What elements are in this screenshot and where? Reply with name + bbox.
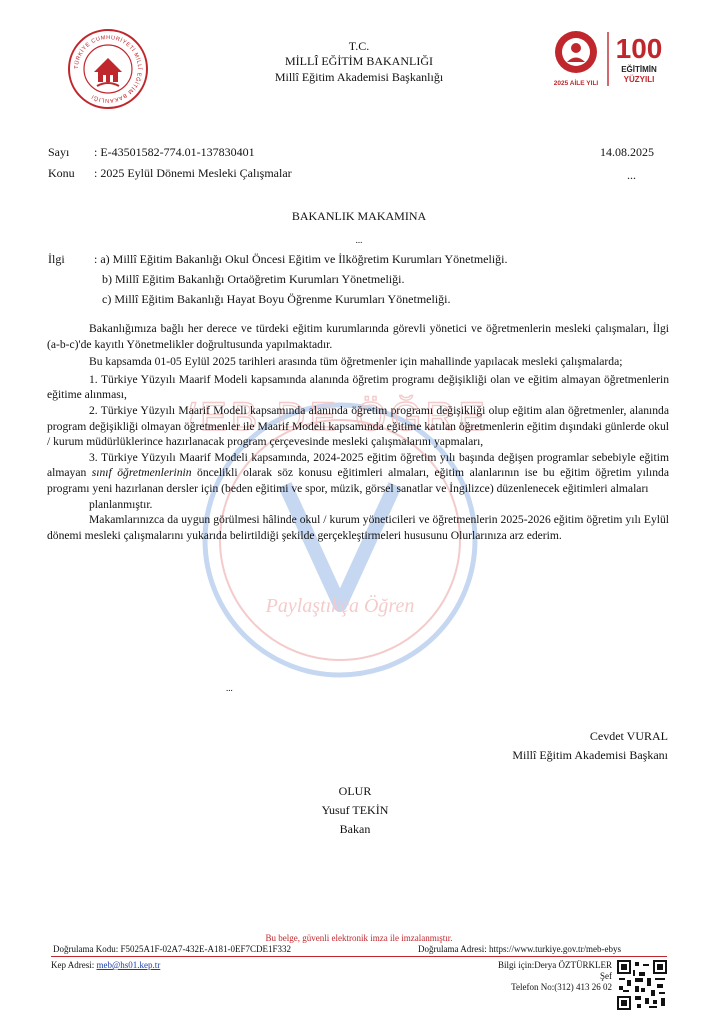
list-item-3-tail: planlanmıştır.	[89, 497, 153, 511]
list-item-3-italic: sınıf öğretmenlerinin	[91, 466, 192, 480]
right-logos	[553, 28, 669, 90]
approver-title: Bakan	[339, 822, 371, 836]
seal-ring-text: TÜRKİYE CUMHURİYETİ MİLLÎ EĞİTİM BAKANLIĞI	[73, 34, 143, 104]
list-item-2: 2. Türkiye Yüzyılı Maarif Modeli kapsamında alanında öğretim programı değişikliği olup eğitim alan öğretmenler, alanında program değişikliği olmayan öğretmenler ile Maarif Modeli kapsamında eğitime katılan öğretmenlerin eğitim dışındaki günlerde okul / kurum müdürlüklerince hazırlanacak program çerçevesinde mesleki çalışmalarını yapmaları,	[47, 403, 669, 449]
header-republic: T.C.	[348, 39, 370, 53]
body-dots: ...	[226, 683, 233, 693]
addressee-dots: ...	[355, 235, 363, 245]
signature-block	[512, 727, 668, 765]
list-item-3-part-a: 3. Türkiye Yüzyılı Maarif Modeli kapsamında, 2024-2025 eğitim öğretim yılı başında değişen programlar sebebiyle eğitim almayan	[47, 450, 669, 480]
addressee: BAKANLIK MAKAMINA	[291, 209, 427, 223]
konu-value: : 2025 Eylül Dönemi Mesleki Çalışmalar	[94, 166, 292, 180]
contact-phone: Telefon No:(312) 413 26 02	[511, 982, 612, 992]
ilgi-label: İlgi	[48, 252, 65, 266]
watermark-sub-text: Paylaştıkça Öğren	[265, 595, 415, 617]
list-item-1: 1. Türkiye Yüzyılı Maarif Modeli kapsamında alanında öğretim programı değişikliği olan ve eğitim almayan öğretmenlerin eğitime alınması,	[47, 372, 669, 402]
signer-name: Cevdet VURAL	[589, 729, 668, 743]
century-number: 100	[615, 33, 663, 64]
list-item-3-part-b: öncelikli olarak söz konusu eğitimleri almaları, eğitim alanlarının ise bu eğitim öğretim yılında programı yeni hazırlanan dersler için (beden eğitimi ve spor, müzik, görsel sanatlar ve İngilizce) düzenlenecek eğitimleri almaları	[47, 466, 669, 495]
approval-block	[280, 782, 430, 839]
list-item-3	[47, 450, 669, 497]
aile-yili-icon	[553, 28, 669, 90]
header-academy: Millî Eğitim Akademisi Başkanlığı	[274, 70, 444, 84]
verification-code: Doğrulama Kodu: F5025A1F-02A7-432E-A181-0EF7CDE1F332	[53, 944, 291, 954]
kep-address	[51, 960, 160, 971]
ilgi-c: c) Millî Eğitim Bakanlığı Hayat Boyu Öğrenme Kurumları Yönetmeliği.	[102, 292, 451, 306]
contact-name: Bilgi için:Derya ÖZTÜRKLER	[498, 960, 612, 970]
approver-name: Yusuf TEKİN	[321, 803, 389, 817]
signer-title: Millî Eğitim Akademisi Başkanı	[512, 748, 668, 762]
family-year-text: 2025 AİLE YILI	[553, 80, 599, 87]
contact-info	[498, 960, 612, 993]
e-signature-note: Bu belge, güvenli elektronik imza ile imzalanmıştır.	[265, 933, 453, 943]
kep-link[interactable]: meb@hs01.kep.tr	[96, 960, 161, 970]
verification-address: Doğrulama Adresi: https://www.turkiye.gov.tr/meb-ebys	[418, 944, 622, 954]
contact-title: Şef	[600, 971, 612, 981]
header-ministry: MİLLÎ EĞİTİM BAKANLIĞI	[285, 54, 433, 68]
konu-label: Konu	[48, 166, 75, 180]
century-line2: YÜZYILI	[623, 75, 655, 84]
qr-code-icon	[617, 960, 667, 1010]
sayi-value: : E-43501582-774.01-137830401	[94, 145, 255, 159]
paragraph-2: Bu kapsamda 01-05 Eylül 2025 tarihleri arasında tüm öğretmenler için mahallinde yapılacak mesleki çalışmalarda;	[89, 355, 623, 369]
footer-divider	[51, 956, 667, 957]
document-date: 14.08.2025	[600, 145, 654, 159]
ilgi-a: : a) Millî Eğitim Bakanlığı Okul Öncesi Eğitim ve İlköğretim Kurumları Yönetmeliği.	[94, 252, 508, 266]
ilgi-b: b) Millî Eğitim Bakanlığı Ortaöğretim Kurumları Yönetmeliği.	[102, 272, 405, 286]
paragraph-3: Makamlarınızca da uygun görülmesi hâlinde okul / kurum yöneticileri ve öğretmenlerin 2025-2026 eğitim öğretim yılı Eylül dönemi mesleki çalışmalarını yukarıda belirtildiği şekilde gerçekleştirmeleri hususunu Olurlarınıza arz ederim.	[47, 513, 669, 542]
century-line1: EĞİTİMİN	[621, 65, 657, 74]
kep-label: Kep Adresi:	[51, 960, 95, 970]
watermark-main-text: EB DE ÖĞRE	[199, 395, 489, 439]
sayi-label: Sayı	[48, 145, 70, 159]
letter-body	[47, 321, 669, 543]
paragraph-1: Bakanlığımıza bağlı her derece ve türdeki eğitim kurumlarında görevli yönetici ve öğretmenlerin mesleki çalışmaları, İlgi (a-b-c)'de kayıtlı Yönetmelikler doğrultusunda yapılmaktadır.	[47, 322, 669, 351]
konu-dots: ...	[627, 168, 636, 182]
approval-label: OLUR	[338, 784, 372, 798]
